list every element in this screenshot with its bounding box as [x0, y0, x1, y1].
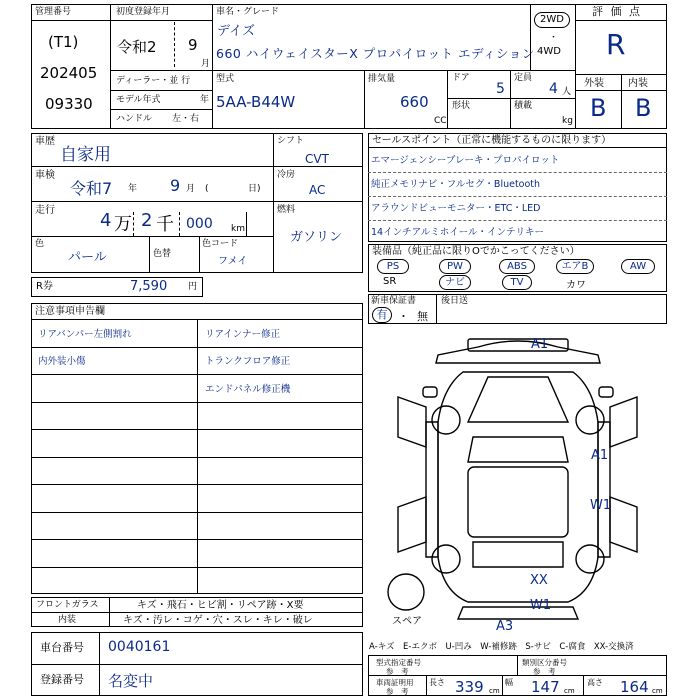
recycle-label: R券	[36, 281, 53, 292]
damage-mark: A1	[591, 448, 609, 463]
selling-item: 14インチアルミホイール・インテリキー	[371, 227, 545, 238]
handle-label: ハンドル	[116, 114, 153, 124]
mileage-sen: 2	[141, 210, 153, 231]
selling-item: 純正メモリナビ・フルセグ・Bluetooth	[368, 173, 667, 197]
cert-class-label: 類別区分番号	[522, 658, 567, 667]
note-left-2: 内外装小傷	[38, 356, 86, 367]
color-code-label: 色コード	[202, 239, 239, 249]
note-rule	[31, 457, 363, 458]
equip-sr: SR	[383, 276, 397, 287]
note-rule	[31, 567, 363, 568]
model-year-label: モデル年式	[116, 95, 161, 105]
drive-sep: ・	[549, 33, 559, 43]
equip-aw: AW	[621, 259, 655, 274]
shift-label: シフト	[277, 136, 305, 146]
seat-label: 定員	[514, 73, 533, 83]
color-change-label: 色替	[153, 249, 172, 259]
chassis-value: 0040161	[108, 639, 171, 655]
note-rule	[31, 402, 363, 403]
cert-type-ref: 参 考	[386, 667, 409, 676]
shape-label: 形状	[452, 101, 471, 111]
inspection-day-open: (	[205, 184, 209, 194]
len-label: 長さ	[429, 678, 445, 687]
damage-mark: W1	[590, 498, 612, 513]
door-label: ドア	[452, 73, 470, 83]
glass-label: フロントガラス	[36, 600, 99, 610]
type-label: 型式	[216, 74, 235, 84]
mgmt-line3: 09330	[45, 95, 93, 113]
wid-unit: cm	[564, 687, 575, 695]
drive-2wd-circled: 2WD	[534, 12, 570, 28]
first-reg-label: 初度登録年月	[116, 7, 171, 17]
wid-label: 幅	[505, 678, 513, 687]
equipment-title: 装備品（純正品に限りOでかこってください）	[372, 246, 580, 257]
history-value: 自家用	[60, 145, 111, 165]
color-code: フメイ	[218, 256, 248, 267]
notes-title: 注意事項申告欄	[35, 306, 105, 317]
rating-ext-label: 外装	[584, 78, 604, 89]
note-rule	[31, 484, 363, 485]
legend-text: A-キズ E-エクボ U-凹み W-補修跡 S-サビ C-腐食 XX-交換済	[369, 642, 634, 652]
inspection-day-unit: 日)	[248, 184, 261, 194]
mgmt-line2: 202405	[40, 64, 98, 82]
warranty-yes-circled: 有	[372, 307, 392, 323]
rating-score: R	[606, 28, 626, 61]
mgmt-label: 管理番号	[35, 7, 72, 17]
later-label: 後日送	[441, 296, 469, 306]
cooler-value: AC	[309, 183, 326, 197]
interior-text: キズ・汚レ・コゲ・穴・スレ・キレ・破レ	[123, 615, 313, 626]
note-right-2: トランクフロア修正	[205, 356, 291, 367]
fuel-value: ガソリン	[290, 230, 343, 245]
cert-cert-ref: 参 考	[386, 687, 409, 696]
cert-type-label: 型式指定番号	[376, 658, 421, 667]
mileage-man: 4	[100, 210, 112, 231]
hgt-unit: cm	[652, 687, 663, 695]
len-value: 339	[455, 678, 484, 696]
note-rule	[31, 347, 363, 348]
model-year-unit: 年	[200, 95, 210, 105]
recycle-value: 7,590	[130, 279, 168, 294]
handle-opts: 左・右	[172, 114, 200, 124]
dealer-label: ディーラー・並 行	[116, 76, 191, 86]
selling-title: セールスポイント（正常に機能するものに限ります）	[372, 135, 612, 146]
selling-item: エマージェンシーブレーキ・プロパイロット	[368, 149, 667, 173]
damage-mark: A1	[531, 337, 549, 352]
load-unit: kg	[562, 116, 573, 126]
equip-abs: ABS	[499, 259, 535, 274]
header-frame	[31, 4, 667, 129]
equip-ps: PS	[377, 259, 409, 274]
cert-cert-label: 車両証明用	[376, 678, 414, 687]
disp-value: 660	[400, 93, 429, 111]
reg-value: 名変中	[108, 672, 154, 690]
seat-value: 4	[549, 81, 558, 97]
disp-unit: CC	[434, 116, 447, 126]
inspection-year-unit: 年	[128, 184, 138, 194]
mileage-label: 走行	[35, 205, 55, 216]
mileage-sen-unit: 千	[156, 214, 174, 235]
car-name-line1: デイズ	[217, 24, 255, 39]
note-rule	[31, 374, 363, 375]
chassis-label: 車台番号	[40, 641, 84, 654]
note-left-1: リアバンパー左側割れ	[38, 329, 132, 340]
selling-list	[368, 149, 667, 245]
equip-navi: ナビ	[439, 275, 471, 290]
note-rule	[31, 429, 363, 430]
glass-text: キズ・飛石・ヒビ割・リペア跡・X要	[137, 600, 304, 611]
mileage-man-unit: 万	[114, 214, 132, 235]
spare-label: スペア	[392, 616, 422, 627]
recycle-unit: 円	[188, 282, 198, 292]
disp-label: 排気量	[368, 74, 396, 84]
note-rule	[31, 512, 363, 513]
fuel-label: 燃料	[277, 205, 296, 215]
warranty-dot: ・	[398, 310, 409, 323]
inspection-month: 9	[170, 176, 181, 195]
inspection-label: 車検	[35, 170, 55, 181]
equip-airbag: エアB	[556, 259, 594, 274]
warranty-no: 無	[417, 310, 428, 323]
cert-class-ref: 参 考	[533, 667, 556, 676]
recycle-frame	[31, 277, 203, 297]
first-reg-era: 令和2	[117, 38, 157, 56]
equip-tv: TV	[502, 275, 532, 290]
warranty-label: 新車保証書	[371, 296, 417, 306]
hgt-label: 高さ	[587, 678, 603, 687]
damage-mark: W1	[530, 598, 552, 613]
car-name-label: 車名・グレード	[216, 7, 280, 17]
mileage-rest: 000	[186, 216, 213, 232]
mgmt-line1: (T1)	[48, 33, 79, 51]
load-label: 積載	[514, 101, 533, 111]
damage-mark: XX	[530, 573, 548, 588]
cooler-label: 冷房	[277, 170, 296, 180]
color-label: 色	[35, 239, 45, 249]
selling-item: アラウンドビューモニター・ETC・LED	[368, 197, 667, 221]
interior-label: 内装	[58, 615, 77, 625]
type-value: 5AA-B44W	[216, 93, 296, 111]
drive-4wd: 4WD	[537, 46, 561, 57]
divider	[110, 4, 111, 129]
note-right-3: エンドパネル修正機	[205, 384, 291, 395]
rating-ext: B	[590, 94, 607, 122]
inspection-month-unit: 月	[186, 184, 196, 194]
note-right-1: リアインナー修正	[205, 329, 281, 340]
hgt-value: 164	[620, 678, 649, 696]
rating-int: B	[635, 94, 652, 122]
door-value: 5	[496, 81, 505, 97]
first-reg-month: 9	[188, 36, 198, 54]
shift-value: CVT	[305, 152, 329, 166]
car-diagram	[368, 327, 667, 637]
reg-label: 登録番号	[40, 673, 84, 686]
note-rule	[31, 539, 363, 540]
seat-unit: 人	[562, 87, 572, 97]
first-reg-month-unit: 月	[201, 59, 211, 69]
car-name-line2: 660 ハイウェイスターX プロパイロット エディション	[216, 46, 535, 61]
equip-leather: カワ	[566, 280, 586, 291]
color-value: パール	[68, 250, 107, 265]
inspection-era: 令和7	[70, 179, 113, 198]
damage-mark: A3	[496, 619, 514, 634]
rating-int-label: 内装	[628, 78, 648, 89]
rating-label: 評 価 点	[592, 5, 642, 18]
mileage-unit: km	[231, 224, 245, 234]
history-label: 車歴	[35, 136, 55, 147]
equip-pw: PW	[439, 259, 471, 274]
wid-value: 147	[531, 678, 560, 696]
len-unit: cm	[489, 687, 500, 695]
